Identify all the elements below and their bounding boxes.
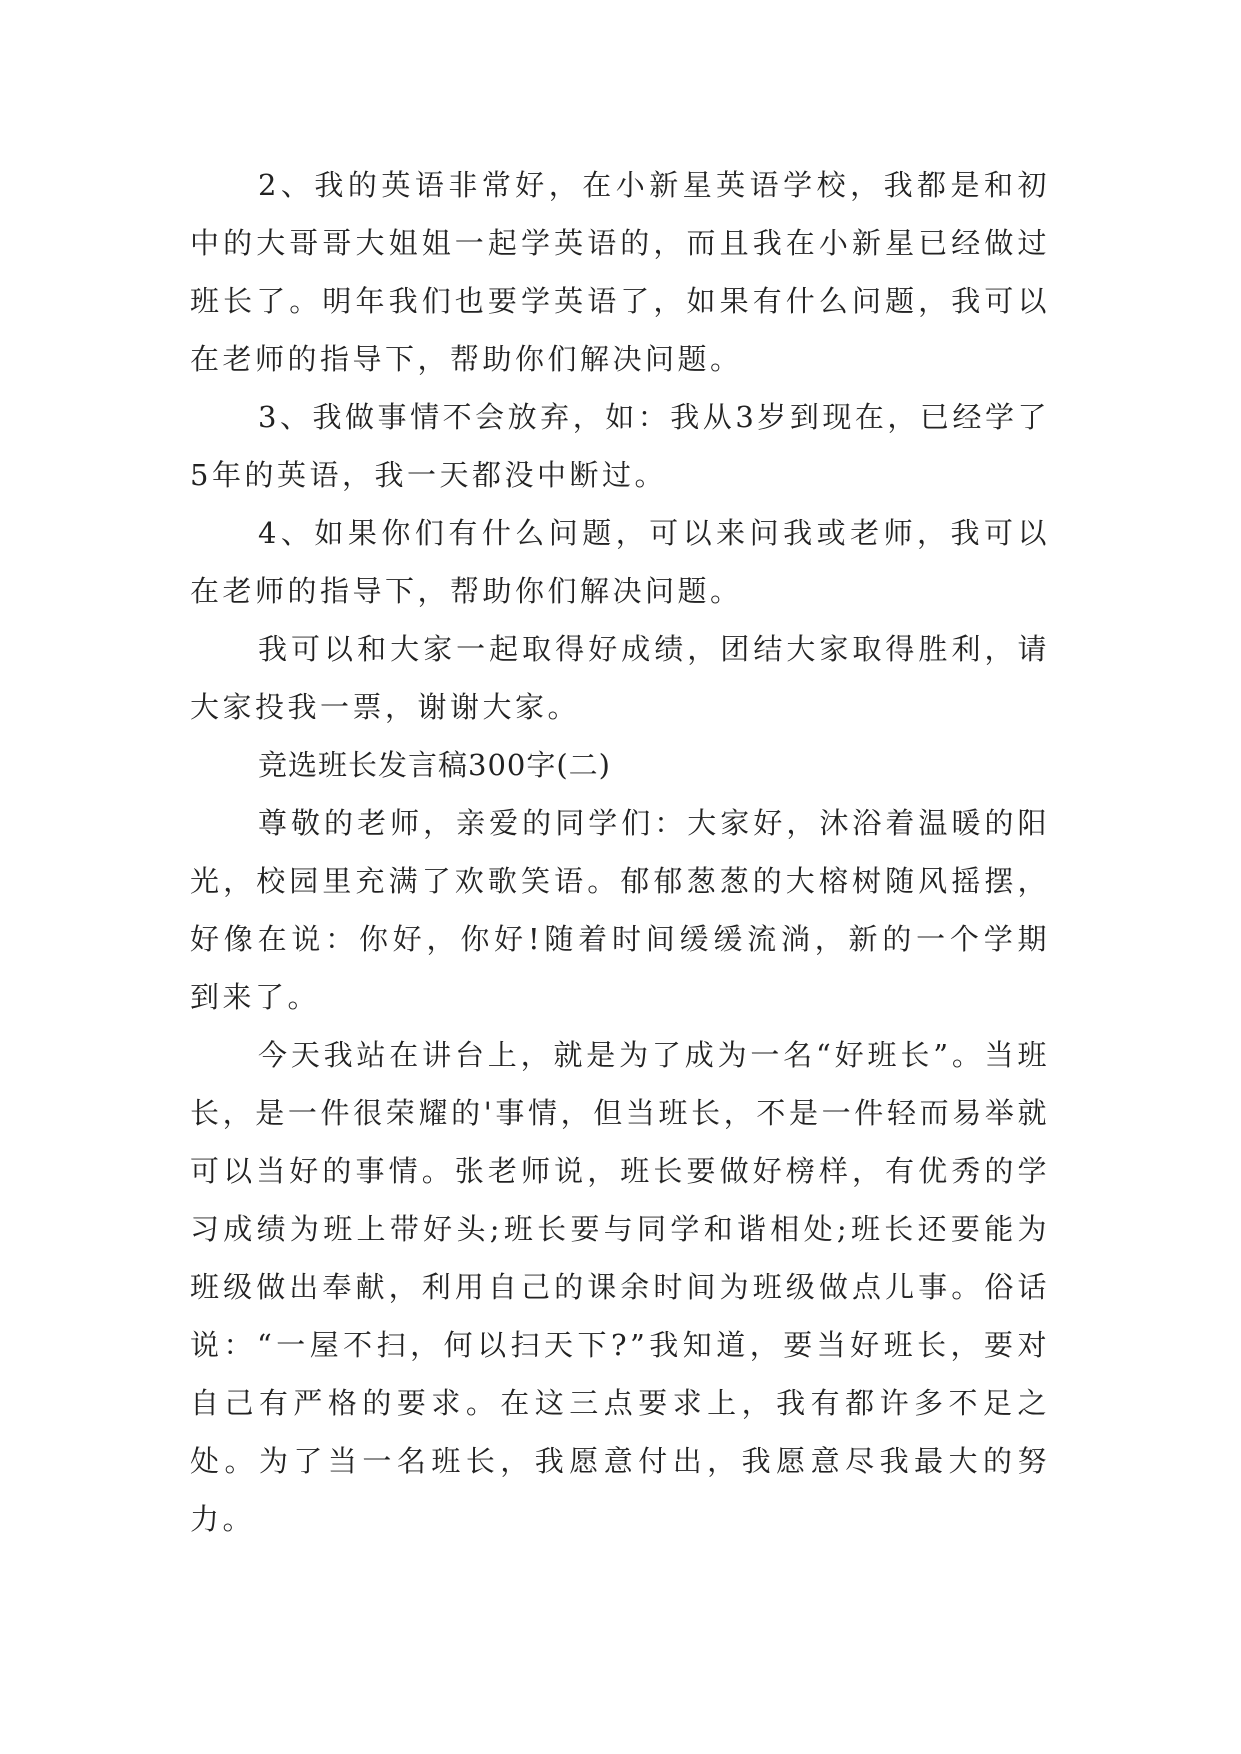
paragraph-greeting: 尊敬的老师，亲爱的同学们：大家好，沐浴着温暖的阳光，校园里充满了欢歌笑语。郁郁葱葱的大榕树随风摇摆，好像在说：你好，你好!随着时间缓缓流淌，新的一个学期到来了。	[190, 806, 1050, 1014]
document-body	[190, 156, 1050, 1548]
section-heading: 竞选班长发言稿300字(二)	[258, 748, 611, 782]
paragraph-vote-request: 我可以和大家一起取得好成绩，团结大家取得胜利，请大家投我一票，谢谢大家。	[190, 632, 1050, 724]
paragraph-english-skill: 2、我的英语非常好，在小新星英语学校，我都是和初中的大哥哥大姐姐一起学英语的，而且我在小新星已经做过班长了。明年我们也要学英语了，如果有什么问题，我可以在老师的指导下，帮助你们解决问题。	[190, 168, 1050, 376]
paragraph-persistence: 3、我做事情不会放弃，如：我从3岁到现在，已经学了5年的英语，我一天都没中断过。	[190, 400, 1050, 492]
paragraph-help-offer: 4、如果你们有什么问题，可以来问我或老师，我可以在老师的指导下，帮助你们解决问题。	[190, 516, 1050, 608]
paragraph-main-speech: 今天我站在讲台上，就是为了成为一名“好班长”。当班长，是一件很荣耀的'事情，但当班长，不是一件轻而易举就可以当好的事情。张老师说，班长要做好榜样，有优秀的学习成绩为班上带好头;班长要与同学和谐相处;班长还要能为班级做出奉献，利用自己的课余时间为班级做点儿事。俗话说：“一屋不扫，何以扫天下?”我知道，要当好班长，要对自己有严格的要求。在这三点要求上，我有都许多不足之处。为了当一名班长，我愿意付出，我愿意尽我最大的努力。	[190, 1038, 1050, 1536]
